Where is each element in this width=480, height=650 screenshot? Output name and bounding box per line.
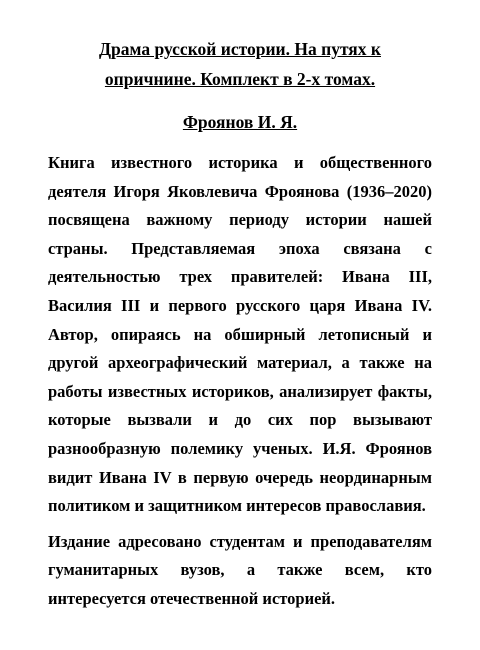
book-author: Фроянов И. Я. [182,112,298,132]
description-paragraph-1: Книга известного историка и общественного деятеля Игоря Яковлевича Фроянова (1936–2020) посвящена важному периоду истории нашей страны. Представляемая эпоха связана с деятельностью трех правителей: Ивана III, Василия III и первого русского царя Ивана IV. Автор, опираясь на обширный летописный и другой археографический материал, а также на работы известных историков, анализирует факты, которые вызвали и до сих пор вызывают разнообразную полемику ученых. И.Я. Фроянов видит Ивана IV в первую очередь неординарным политиком и защитником интересов православия. [48,153,432,516]
book-title [48,34,432,94]
description-paragraph-2: Издание адресовано студентам и преподавателям гуманитарных вузов, а также всем, кто интересуется отечественной историей. [48,531,432,608]
book-title-line-1: Драма русской истории. На путях к [99,39,381,59]
document-page [48,34,432,614]
book-title-line-2: опричнине. Комплект в 2-х томах. [104,69,376,89]
